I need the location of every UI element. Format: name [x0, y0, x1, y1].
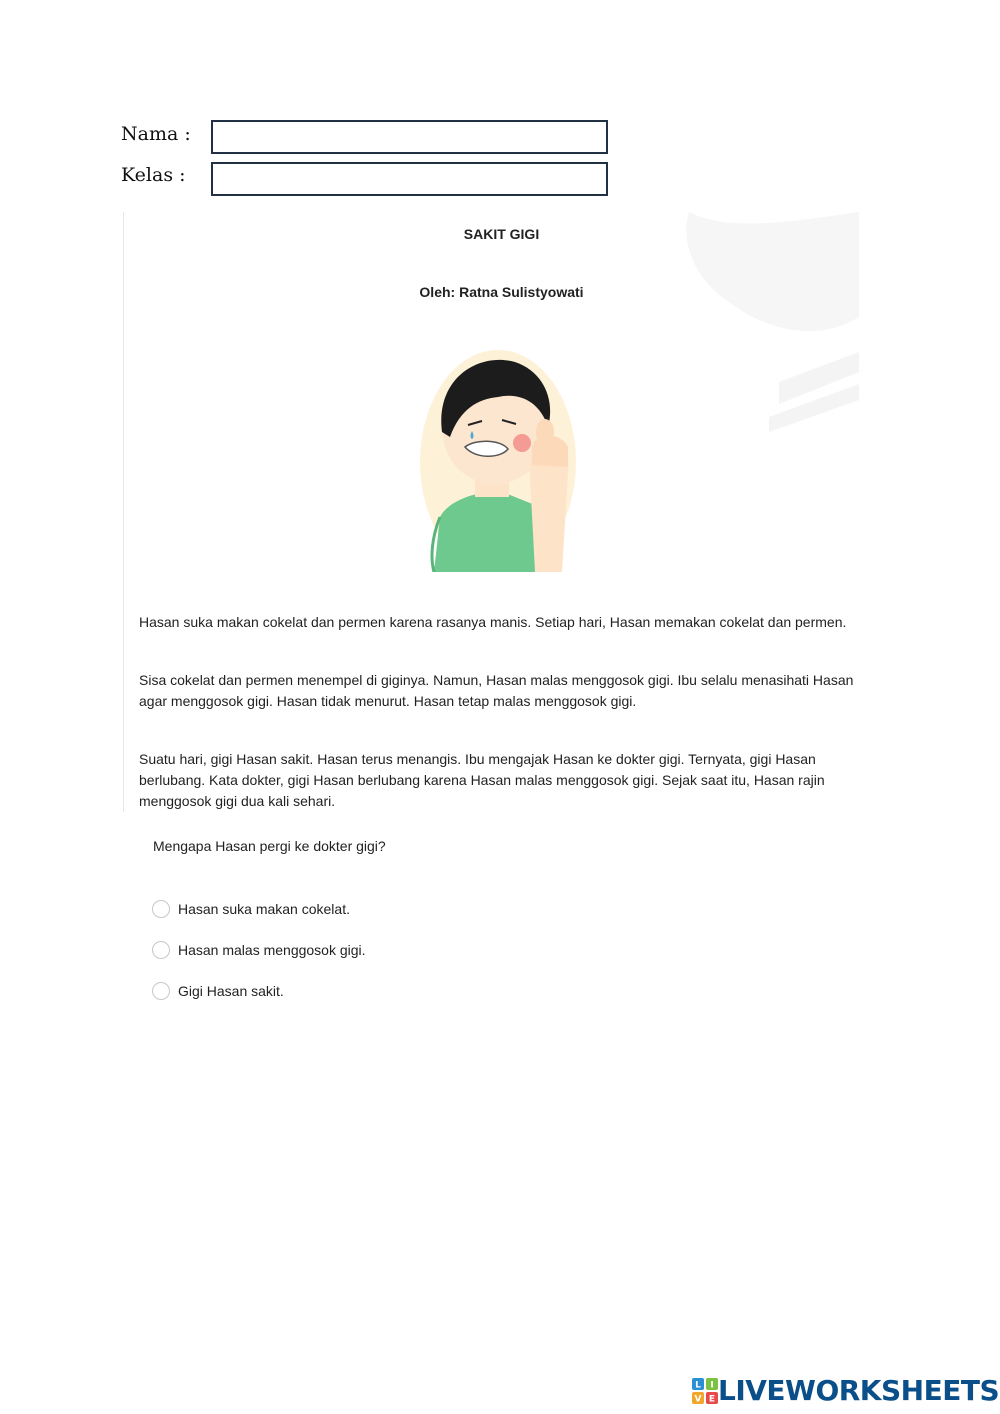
story-paragraph: Sisa cokelat dan permen menempel di giginya. Namun, Hasan malas menggosok gigi. Ibu selalu menasihati Hasan agar menggosok gigi. Hasan tidak menurut. Hasan tetap malas menggosok gigi. [139, 672, 854, 709]
logo-letter: V [694, 1394, 702, 1404]
story-paragraph: Suatu hari, gigi Hasan sakit. Hasan terus menangis. Ibu mengajak Hasan ke dokter gigi. Ternyata, gigi Hasan berlubang. Kata dokter, gigi Hasan berlubang karena Hasan malas menggosok gigi. Sejak saat itu, Hasan rajin menggosok gigi dua kali sehari. [139, 751, 825, 809]
liveworksheets-logo-icon [692, 1378, 718, 1404]
story-author: Oleh: Ratna Sulistyowati [419, 284, 584, 300]
logo-letter: I [710, 1380, 714, 1390]
story-paragraph: Hasan suka makan cokelat dan permen karena rasanya manis. Setiap hari, Hasan memakan cokelat dan permen. [139, 614, 847, 630]
quiz-option[interactable] [152, 980, 284, 1002]
logo-letter: L [695, 1380, 701, 1390]
quiz-question: Mengapa Hasan pergi ke dokter gigi? [153, 838, 386, 854]
kelas-input[interactable] [211, 162, 608, 196]
nama-label: Nama : [121, 123, 191, 145]
radio-button[interactable] [152, 941, 170, 959]
radio-button[interactable] [152, 900, 170, 918]
quiz-option[interactable] [152, 939, 366, 961]
kelas-label: Kelas : [121, 164, 186, 186]
brand-name: LIVEWORKSHEETS [718, 1374, 1000, 1407]
option-label[interactable]: Hasan suka makan cokelat. [178, 901, 350, 917]
nama-input[interactable] [211, 120, 608, 154]
logo-letter: E [708, 1394, 716, 1404]
liveworksheets-brand[interactable] [692, 1374, 999, 1407]
story-panel [123, 212, 859, 812]
option-label[interactable]: Gigi Hasan sakit. [178, 983, 284, 999]
watermark-decoration [669, 212, 859, 442]
toothache-boy-illustration [420, 347, 585, 572]
story-title: SAKIT GIGI [463, 226, 540, 242]
radio-button[interactable] [152, 982, 170, 1000]
quiz-option[interactable] [152, 898, 350, 920]
option-label[interactable]: Hasan malas menggosok gigi. [178, 942, 366, 958]
